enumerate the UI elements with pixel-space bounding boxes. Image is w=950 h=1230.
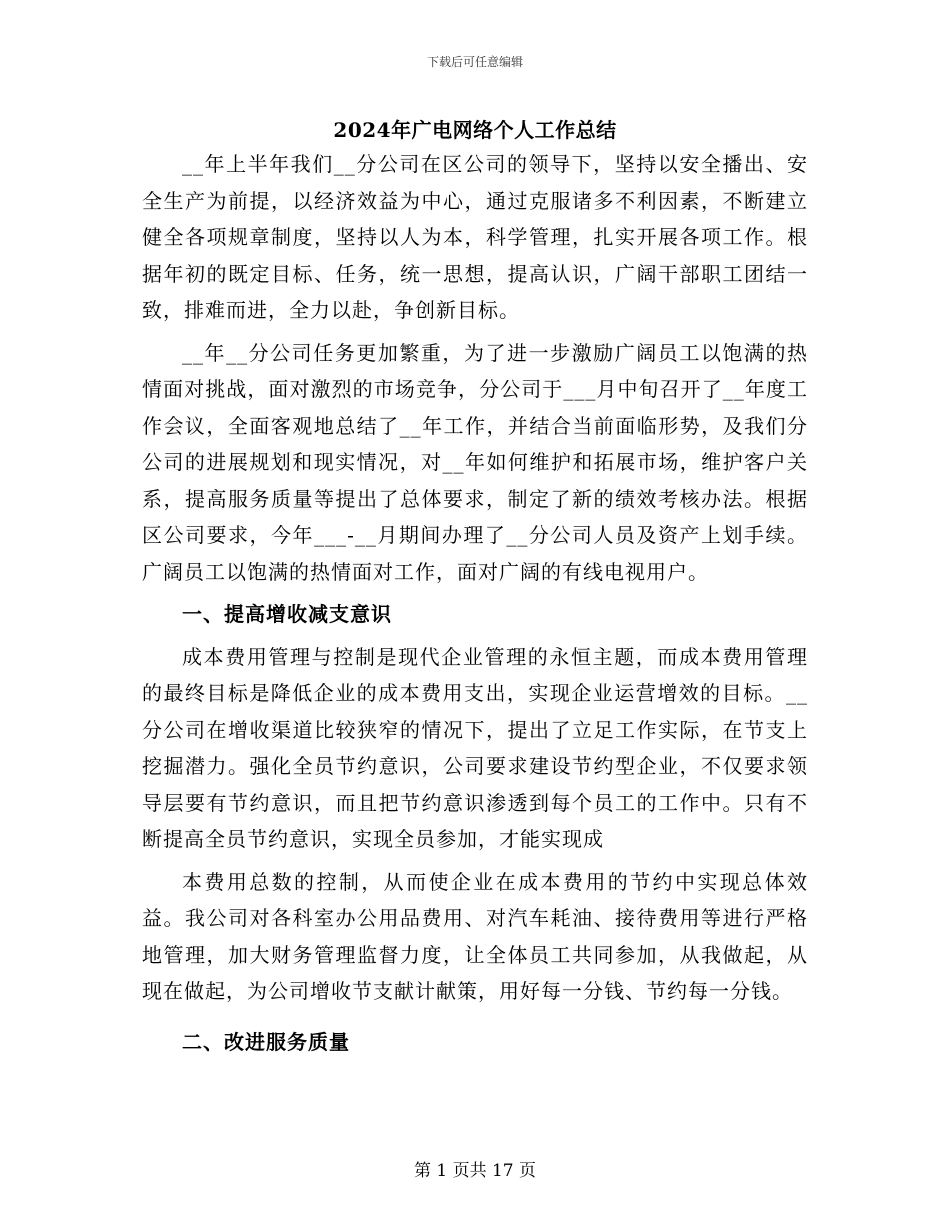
paragraph-cost-savings: 本费用总数的控制，从而使企业在成本费用的节约中实现总体效益。我公司对各科室办公用品费用、对汽车耗油、接待费用等进行严格地管理，加大财务管理监督力度，让全体员工共同参加，从我做起，从现在做起，为公司增收节支献计献策，用好每一分钱、节约每一分钱。 bbox=[142, 869, 808, 1003]
page-number: 第 1 页共 17 页 bbox=[413, 1161, 537, 1181]
paragraph-intro: __年上半年我们__分公司在区公司的领导下，坚持以安全播出、安全生产为前提，以经济效益为中心，通过克服诸多不利因素，不断建立健全各项规章制度，坚持以人为本，科学管理，扎实开展各项工作。根据年初的既定目标、任务，统一思想，提高认识，广阔干部职工团结一致，排难而进，全力以赴，争创新目标。 bbox=[142, 152, 808, 322]
document-title: 2024年广电网络个人工作总结 bbox=[333, 118, 617, 142]
header-note: 下载后可任意编辑 bbox=[426, 55, 523, 69]
document-body bbox=[142, 146, 808, 1066]
paragraph-meeting: __年__分公司任务更加繁重，为了进一步激励广阔员工以饱满的热情面对挑战，面对激烈的市场竞争，分公司于___月中旬召开了__年度工作会议，全面客观地总结了__年工作，并结合当前面临形势，及我们分公司的进展规划和现实情况，对__年如何维护和拓展市场，维护客户关系，提高服务质量等提出了总体要求，制定了新的绩效考核办法。根据区公司要求，今年___-__月期间办理了__分公司人员及资产上划手续。广阔员工以饱满的热情面对工作，面对广阔的有线电视用户。 bbox=[142, 340, 808, 584]
section-heading-2: 二、改进服务质量 bbox=[182, 1029, 350, 1054]
section-heading-1: 一、提高增收减支意识 bbox=[182, 602, 392, 626]
paragraph-cost-control: 成本费用管理与控制是现代企业管理的永恒主题，而成本费用管理的最终目标是降低企业的成本费用支出，实现企业运营增效的目标。__分公司在增收渠道比较狭窄的情况下，提出了立足工作实际，在节支上挖掘潜力。强化全员节约意识，公司要求建设节约型企业，不仅要求领导层要有节约意识，而且把节约意识渗透到每个员工的工作中。只有不断提高全员节约意识，实现全员参加，才能实现成 bbox=[142, 644, 808, 851]
